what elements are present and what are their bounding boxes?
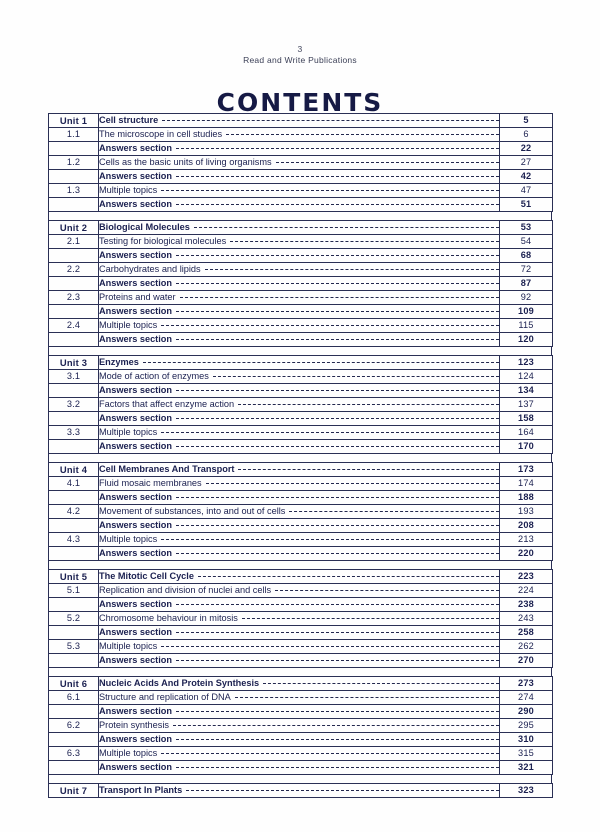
- toc-row[interactable]: [49, 761, 553, 775]
- entry-page-number: 68: [500, 249, 553, 263]
- leader-dots: [161, 324, 499, 326]
- toc-row[interactable]: [49, 491, 553, 505]
- entry-title-cell[interactable]: [99, 412, 500, 426]
- entry-title: Answers section: [99, 492, 173, 502]
- entry-title: Testing for biological molecules: [99, 236, 227, 246]
- entry-page-number: 124: [500, 370, 553, 384]
- entry-page-number: 290: [500, 705, 553, 719]
- entry-title: Transport In Plants: [99, 785, 183, 795]
- unit-separator-rule: [48, 775, 552, 783]
- entry-page-number: 262: [500, 640, 553, 654]
- leader-dots: [176, 445, 499, 447]
- entry-page-number: 223: [500, 570, 553, 584]
- leader-dots: [176, 738, 499, 740]
- unit-label: Unit 4: [49, 463, 99, 477]
- entry-title-cell[interactable]: [99, 584, 500, 598]
- section-number: 4.2: [49, 505, 99, 519]
- section-number: [49, 733, 99, 747]
- entry-page-number: 270: [500, 654, 553, 668]
- entry-title-cell[interactable]: [99, 533, 500, 547]
- entry-page-number: 72: [500, 263, 553, 277]
- toc-unit-block: [48, 569, 553, 668]
- unit-separator-rule: [48, 454, 552, 462]
- section-number: 4.3: [49, 533, 99, 547]
- section-number: 3.2: [49, 398, 99, 412]
- section-number: 2.4: [49, 319, 99, 333]
- entry-title-cell[interactable]: [99, 356, 500, 370]
- entry-title: Proteins and water: [99, 292, 176, 302]
- entry-page-number: 115: [500, 319, 553, 333]
- unit-separator-rule: [48, 668, 552, 676]
- leader-dots: [180, 296, 499, 298]
- entry-title: Cell Membranes And Transport: [99, 464, 235, 474]
- section-number: 2.3: [49, 291, 99, 305]
- entry-title-cell[interactable]: [99, 463, 500, 477]
- entry-title-cell[interactable]: [99, 519, 500, 533]
- section-number: 6.1: [49, 691, 99, 705]
- leader-dots: [176, 254, 499, 256]
- entry-title: Multiple topics: [99, 185, 158, 195]
- toc-row[interactable]: [49, 705, 553, 719]
- entry-title: Multiple topics: [99, 748, 158, 758]
- leader-dots: [176, 552, 499, 554]
- leader-dots: [161, 431, 499, 433]
- entry-page-number: 87: [500, 277, 553, 291]
- entry-title-cell[interactable]: [99, 733, 500, 747]
- toc-row[interactable]: [49, 747, 553, 761]
- entry-title-cell[interactable]: [99, 747, 500, 761]
- leader-dots: [289, 510, 499, 512]
- toc-row[interactable]: [49, 263, 553, 277]
- section-number: 1.1: [49, 128, 99, 142]
- section-number: [49, 412, 99, 426]
- entry-title: Movement of substances, into and out of cells: [99, 506, 286, 516]
- entry-title-cell[interactable]: [99, 626, 500, 640]
- toc-row[interactable]: [49, 142, 553, 156]
- entry-title: Multiple topics: [99, 641, 158, 651]
- entry-title: Nucleic Acids And Protein Synthesis: [99, 678, 260, 688]
- entry-page-number: 42: [500, 170, 553, 184]
- toc-row[interactable]: [49, 505, 553, 519]
- entry-title-cell[interactable]: [99, 761, 500, 775]
- entry-title: Answers section: [99, 413, 173, 423]
- toc-row[interactable]: [49, 221, 553, 235]
- entry-page-number: 238: [500, 598, 553, 612]
- entry-title: Answers section: [99, 655, 173, 665]
- entry-title: Biological Molecules: [99, 222, 190, 232]
- toc-row[interactable]: [49, 626, 553, 640]
- page-header: [0, 0, 600, 117]
- toc-row[interactable]: [49, 519, 553, 533]
- entry-title: Carbohydrates and lipids: [99, 264, 201, 274]
- entry-page-number: 137: [500, 398, 553, 412]
- section-number: [49, 519, 99, 533]
- section-number: 5.2: [49, 612, 99, 626]
- entry-page-number: 188: [500, 491, 553, 505]
- entry-title-cell[interactable]: [99, 319, 500, 333]
- section-number: [49, 440, 99, 454]
- unit-label: Unit 3: [49, 356, 99, 370]
- section-number: 3.3: [49, 426, 99, 440]
- entry-title: The microscope in cell studies: [99, 129, 223, 139]
- entry-title: Multiple topics: [99, 534, 158, 544]
- unit-separator: [48, 775, 552, 783]
- entry-title: Answers section: [99, 171, 173, 181]
- entry-page-number: 27: [500, 156, 553, 170]
- entry-title-cell[interactable]: [99, 398, 500, 412]
- entry-title-cell[interactable]: [99, 426, 500, 440]
- toc-row[interactable]: [49, 412, 553, 426]
- toc-row[interactable]: [49, 533, 553, 547]
- section-number: 2.1: [49, 235, 99, 249]
- leader-dots: [263, 682, 499, 684]
- leader-dots: [176, 766, 499, 768]
- entry-title-cell[interactable]: [99, 198, 500, 212]
- entry-title: Cells as the basic units of living organisms: [99, 157, 272, 167]
- toc-row[interactable]: [49, 691, 553, 705]
- unit-separator: [48, 347, 552, 355]
- toc-row[interactable]: [49, 356, 553, 370]
- entry-page-number: 109: [500, 305, 553, 319]
- leader-dots: [235, 696, 499, 698]
- toc-row[interactable]: [49, 440, 553, 454]
- section-number: [49, 198, 99, 212]
- toc-row[interactable]: [49, 235, 553, 249]
- section-number: 6.3: [49, 747, 99, 761]
- toc-row[interactable]: [49, 598, 553, 612]
- entry-title-cell[interactable]: [99, 277, 500, 291]
- entry-title: Multiple topics: [99, 320, 158, 330]
- leader-dots: [230, 240, 499, 242]
- toc-row[interactable]: [49, 128, 553, 142]
- toc-row[interactable]: [49, 784, 553, 798]
- entry-title-cell[interactable]: [99, 249, 500, 263]
- leader-dots: [176, 496, 499, 498]
- entry-title: Answers section: [99, 306, 173, 316]
- toc-row[interactable]: [49, 156, 553, 170]
- entry-title-cell[interactable]: [99, 384, 500, 398]
- entry-title-cell[interactable]: [99, 547, 500, 561]
- entry-title-cell[interactable]: [99, 570, 500, 584]
- entry-title: Fluid mosaic membranes: [99, 478, 202, 488]
- entry-title: Answers section: [99, 250, 173, 260]
- unit-separator: [48, 454, 552, 462]
- toc-row[interactable]: [49, 547, 553, 561]
- publisher-name: Read and Write Publications: [243, 54, 357, 65]
- entry-title-cell[interactable]: [99, 142, 500, 156]
- toc-row[interactable]: [49, 677, 553, 691]
- toc-row[interactable]: [49, 654, 553, 668]
- section-number: 4.1: [49, 477, 99, 491]
- entry-page-number: 220: [500, 547, 553, 561]
- toc-row[interactable]: [49, 612, 553, 626]
- entry-page-number: 5: [500, 114, 553, 128]
- section-number: [49, 249, 99, 263]
- toc-row[interactable]: [49, 640, 553, 654]
- entry-title-cell[interactable]: [99, 612, 500, 626]
- entry-page-number: 6: [500, 128, 553, 142]
- entry-title: Structure and replication of DNA: [99, 692, 231, 702]
- toc-row[interactable]: [49, 426, 553, 440]
- unit-separator: [48, 561, 552, 569]
- toc-row[interactable]: [49, 463, 553, 477]
- entry-page-number: 315: [500, 747, 553, 761]
- entry-title: Factors that affect enzyme action: [99, 399, 235, 409]
- entry-title-cell[interactable]: [99, 114, 500, 128]
- leader-dots: [173, 724, 499, 726]
- leader-dots: [176, 603, 499, 605]
- entry-title-cell[interactable]: [99, 705, 500, 719]
- entry-title-cell[interactable]: [99, 221, 500, 235]
- entry-title-cell[interactable]: [99, 784, 500, 798]
- toc-row[interactable]: [49, 198, 553, 212]
- entry-page-number: 310: [500, 733, 553, 747]
- leader-dots: [198, 575, 499, 577]
- entry-title: Answers section: [99, 278, 173, 288]
- entry-title: Mode of action of enzymes: [99, 371, 209, 381]
- leader-dots: [238, 468, 499, 470]
- unit-label: Unit 7: [49, 784, 99, 798]
- entry-page-number: 224: [500, 584, 553, 598]
- entry-title: The Mitotic Cell Cycle: [99, 571, 194, 581]
- leader-dots: [176, 282, 499, 284]
- entry-title-cell[interactable]: [99, 184, 500, 198]
- leader-dots: [176, 389, 499, 391]
- unit-separator: [48, 668, 552, 676]
- section-number: [49, 598, 99, 612]
- section-number: [49, 305, 99, 319]
- section-number: [49, 547, 99, 561]
- toc-row[interactable]: [49, 170, 553, 184]
- entry-page-number: 123: [500, 356, 553, 370]
- entry-page-number: 22: [500, 142, 553, 156]
- leader-dots: [242, 617, 499, 619]
- entry-page-number: 258: [500, 626, 553, 640]
- entry-title: Chromosome behaviour in mitosis: [99, 613, 238, 623]
- toc-row[interactable]: [49, 249, 553, 263]
- entry-title: Answers section: [99, 334, 173, 344]
- leader-dots: [143, 361, 499, 363]
- leader-dots: [205, 268, 499, 270]
- section-number: 1.3: [49, 184, 99, 198]
- section-number: [49, 491, 99, 505]
- unit-separator-rule: [48, 212, 552, 220]
- entry-title: Answers section: [99, 441, 173, 451]
- unit-label: Unit 1: [49, 114, 99, 128]
- entry-title: Answers section: [99, 734, 173, 744]
- entry-title: Multiple topics: [99, 427, 158, 437]
- leader-dots: [161, 538, 499, 540]
- section-number: [49, 384, 99, 398]
- leader-dots: [161, 645, 499, 647]
- section-number: [49, 626, 99, 640]
- entry-title-cell[interactable]: [99, 654, 500, 668]
- leader-dots: [176, 175, 499, 177]
- entry-page-number: 92: [500, 291, 553, 305]
- entry-page-number: 164: [500, 426, 553, 440]
- entry-title-cell[interactable]: [99, 491, 500, 505]
- section-number: [49, 761, 99, 775]
- leader-dots: [176, 338, 499, 340]
- leader-dots: [226, 133, 499, 135]
- section-number: 6.2: [49, 719, 99, 733]
- leader-dots: [194, 226, 499, 228]
- leader-dots: [275, 589, 499, 591]
- leader-dots: [162, 119, 499, 121]
- entry-title: Answers section: [99, 143, 173, 153]
- toc-row[interactable]: [49, 584, 553, 598]
- leader-dots: [276, 161, 499, 163]
- leader-dots: [176, 631, 499, 633]
- leader-dots: [161, 189, 499, 191]
- entry-page-number: 174: [500, 477, 553, 491]
- entry-title-cell[interactable]: [99, 156, 500, 170]
- entry-title-cell[interactable]: [99, 370, 500, 384]
- unit-label: Unit 2: [49, 221, 99, 235]
- entry-title: Replication and division of nuclei and cells: [99, 585, 272, 595]
- toc-row[interactable]: [49, 570, 553, 584]
- entry-title-cell[interactable]: [99, 305, 500, 319]
- entry-title: Answers section: [99, 199, 173, 209]
- toc-row[interactable]: [49, 370, 553, 384]
- entry-title-cell[interactable]: [99, 640, 500, 654]
- folio-page-number: 3: [297, 44, 303, 54]
- section-number: [49, 170, 99, 184]
- entry-title: Cell structure: [99, 115, 159, 125]
- entry-title: Answers section: [99, 520, 173, 530]
- leader-dots: [213, 375, 499, 377]
- leader-dots: [176, 417, 499, 419]
- entry-page-number: 120: [500, 333, 553, 347]
- entry-title: Answers section: [99, 599, 173, 609]
- entry-page-number: 47: [500, 184, 553, 198]
- toc-row[interactable]: [49, 277, 553, 291]
- toc-unit-block: [48, 462, 553, 561]
- section-number: [49, 705, 99, 719]
- entry-page-number: 170: [500, 440, 553, 454]
- entry-page-number: 243: [500, 612, 553, 626]
- leader-dots: [206, 482, 499, 484]
- entry-page-number: 323: [500, 784, 553, 798]
- entry-title-cell[interactable]: [99, 291, 500, 305]
- section-number: 5.3: [49, 640, 99, 654]
- entry-page-number: 134: [500, 384, 553, 398]
- section-number: 1.2: [49, 156, 99, 170]
- entry-title-cell[interactable]: [99, 440, 500, 454]
- unit-separator-rule: [48, 347, 552, 355]
- leader-dots: [238, 403, 499, 405]
- entry-title-cell[interactable]: [99, 235, 500, 249]
- toc-unit-block: [48, 783, 553, 798]
- unit-label: Unit 6: [49, 677, 99, 691]
- entry-title-cell[interactable]: [99, 505, 500, 519]
- section-number: 3.1: [49, 370, 99, 384]
- entry-title: Answers section: [99, 762, 173, 772]
- section-number: [49, 142, 99, 156]
- toc-row[interactable]: [49, 398, 553, 412]
- unit-label: Unit 5: [49, 570, 99, 584]
- entry-title-cell[interactable]: [99, 333, 500, 347]
- toc-row[interactable]: [49, 291, 553, 305]
- toc-row[interactable]: [49, 184, 553, 198]
- entry-title: Answers section: [99, 706, 173, 716]
- table-of-contents: [48, 113, 552, 798]
- toc-unit-block: [48, 220, 553, 347]
- page-title: CONTENTS: [216, 87, 384, 117]
- entry-title-cell[interactable]: [99, 677, 500, 691]
- section-number: [49, 333, 99, 347]
- toc-row[interactable]: [49, 733, 553, 747]
- section-number: [49, 277, 99, 291]
- entry-page-number: 193: [500, 505, 553, 519]
- unit-separator: [48, 212, 552, 220]
- entry-title: Answers section: [99, 385, 173, 395]
- toc-row[interactable]: [49, 319, 553, 333]
- entry-title: Enzymes: [99, 357, 139, 367]
- toc-unit-block: [48, 113, 553, 212]
- entry-title-cell[interactable]: [99, 719, 500, 733]
- toc-unit-block: [48, 355, 553, 454]
- entry-page-number: 321: [500, 761, 553, 775]
- entry-title-cell[interactable]: [99, 598, 500, 612]
- entry-page-number: 54: [500, 235, 553, 249]
- toc-row[interactable]: [49, 305, 553, 319]
- unit-separator-rule: [48, 561, 552, 569]
- section-number: 5.1: [49, 584, 99, 598]
- entry-title: Protein synthesis: [99, 720, 169, 730]
- section-number: [49, 654, 99, 668]
- toc-row[interactable]: [49, 384, 553, 398]
- entry-title: Answers section: [99, 627, 173, 637]
- entry-title-cell[interactable]: [99, 170, 500, 184]
- entry-title-cell[interactable]: [99, 691, 500, 705]
- leader-dots: [161, 752, 499, 754]
- toc-row[interactable]: [49, 477, 553, 491]
- toc-row[interactable]: [49, 114, 553, 128]
- leader-dots: [176, 310, 499, 312]
- entry-title: Answers section: [99, 548, 173, 558]
- entry-page-number: 208: [500, 519, 553, 533]
- entry-page-number: 295: [500, 719, 553, 733]
- toc-unit-block: [48, 676, 553, 775]
- leader-dots: [176, 659, 499, 661]
- entry-page-number: 158: [500, 412, 553, 426]
- entry-title-cell[interactable]: [99, 477, 500, 491]
- leader-dots: [176, 524, 499, 526]
- leader-dots: [176, 203, 499, 205]
- entry-page-number: 274: [500, 691, 553, 705]
- toc-row[interactable]: [49, 333, 553, 347]
- entry-title-cell[interactable]: [99, 128, 500, 142]
- entry-page-number: 51: [500, 198, 553, 212]
- leader-dots: [176, 710, 499, 712]
- toc-row[interactable]: [49, 719, 553, 733]
- section-number: 2.2: [49, 263, 99, 277]
- entry-title-cell[interactable]: [99, 263, 500, 277]
- entry-page-number: 173: [500, 463, 553, 477]
- leader-dots: [176, 147, 499, 149]
- entry-page-number: 53: [500, 221, 553, 235]
- entry-page-number: 273: [500, 677, 553, 691]
- leader-dots: [186, 789, 499, 791]
- entry-page-number: 213: [500, 533, 553, 547]
